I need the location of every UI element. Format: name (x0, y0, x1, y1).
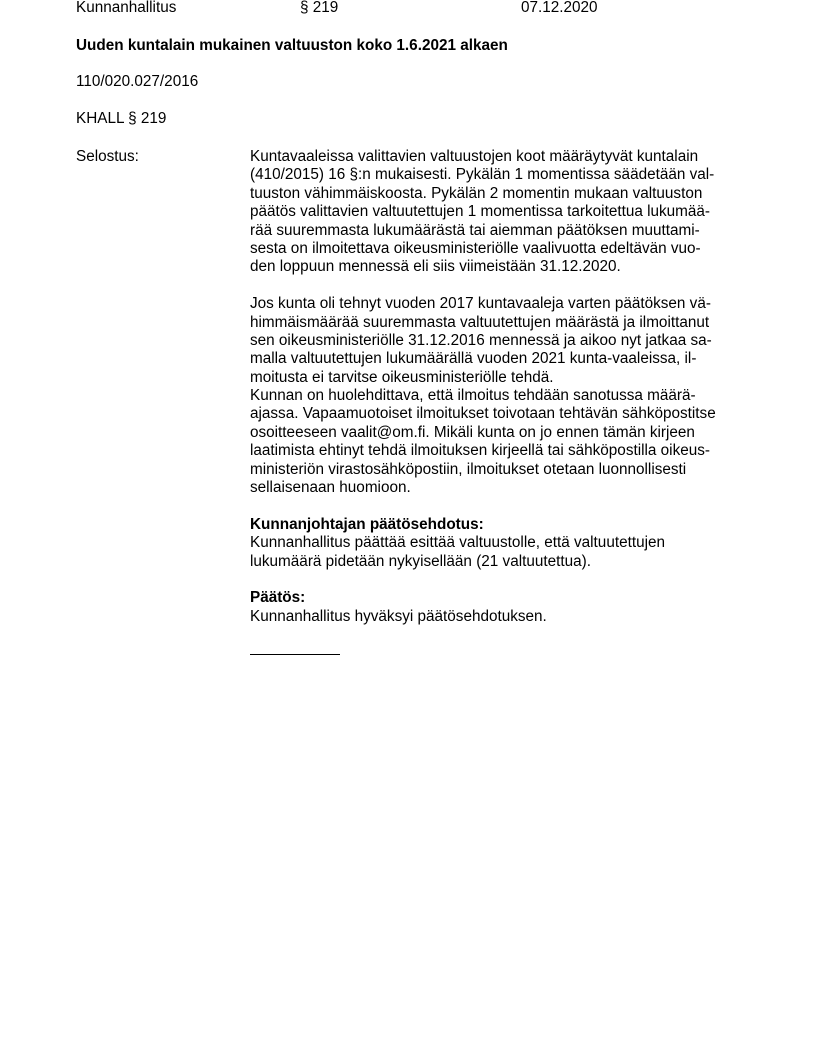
decision-heading: Päätös: (250, 589, 306, 607)
text-line: malla valtuutettujen lukumäärällä vuoden 2021 kunta-vaaleissa, il- (250, 350, 697, 368)
explanation-paragraph-1 (250, 148, 750, 277)
text-line: laatimista ehtinyt tehdä ilmoituksen kirjeellä tai sähköpostilla oikeus- (250, 442, 710, 460)
decision-text: Kunnanhallitus hyväksyi päätösehdotuksen. (250, 607, 547, 625)
text-line: ajassa. Vapaamuotoiset ilmoitukset toivotaan tehtävän sähköpostitse (250, 405, 716, 423)
text-line: tuuston vähimmäiskoosta. Pykälän 2 momentin mukaan valtuuston (250, 184, 703, 202)
text-line: himmäismäärää suuremmasta valtuutettujen määrästä ja ilmoittanut (250, 313, 710, 331)
section-reference: KHALL § 219 (76, 110, 167, 127)
text-line: päätös valittavien valtuutettujen 1 momentissa tarkoitettua lukumää- (250, 203, 711, 221)
text-line: Kunnanhallitus päättää esittää valtuustolle, että valtuutettujen (250, 534, 666, 552)
text-line: (410/2015) 16 §:n mukaisesti. Pykälän 1 momentissa säädetään val- (250, 166, 715, 184)
diary-number: 110/020.027/2016 (76, 73, 199, 90)
text-line: moitusta ei tarvitse oikeusministeriölle tehdä. (250, 368, 554, 386)
text-line: lukumäärä pidetään nykyisellään (21 valtuutettua). (250, 552, 591, 570)
text-line: osoitteeseen vaalit@om.fi. Mikäli kunta on jo ennen tämän kirjeen (250, 423, 695, 441)
text-line: sen oikeusministeriölle 31.12.2016 mennessä ja aikoo nyt jatkaa sa- (250, 331, 712, 349)
text-line: sesta on ilmoitettava oikeusministeriölle vaalivuotta edeltävän vuo- (250, 239, 701, 257)
proposal-heading: Kunnanjohtajan päätösehdotus: (250, 515, 484, 533)
body-column (250, 148, 750, 655)
document-title: Uuden kuntalain mukainen valtuuston koko 1.6.2021 alkaen (76, 37, 508, 54)
header-date: 07.12.2020 (521, 0, 598, 16)
text-line: ministeriön virastosähköpostiin, ilmoitukset otetaan luonnollisesti (250, 460, 687, 478)
header-section: § 219 (300, 0, 339, 16)
proposal-block (250, 516, 750, 571)
text-line: den loppuun mennessä eli siis viimeistään 31.12.2020. (250, 258, 621, 276)
decision-block (250, 589, 750, 626)
text-line: rää suuremmasta lukumäärästä tai aiemman päätöksen muuttami- (250, 221, 700, 239)
text-line: Jos kunta oli tehnyt vuoden 2017 kuntavaaleja varten päätöksen vä- (250, 295, 711, 313)
text-line: sellaisenaan huomioon. (250, 479, 411, 497)
explanation-label: Selostus: (76, 148, 139, 165)
header-body: Kunnanhallitus (76, 0, 177, 16)
text-line: Kuntavaaleissa valittavien valtuustojen koot määräytyvät kuntalain (250, 148, 699, 165)
end-rule (250, 654, 340, 655)
explanation-paragraph-2 (250, 295, 750, 497)
text-line: Kunnan on huolehdittava, että ilmoitus tehdään sanotussa määrä- (250, 387, 696, 405)
